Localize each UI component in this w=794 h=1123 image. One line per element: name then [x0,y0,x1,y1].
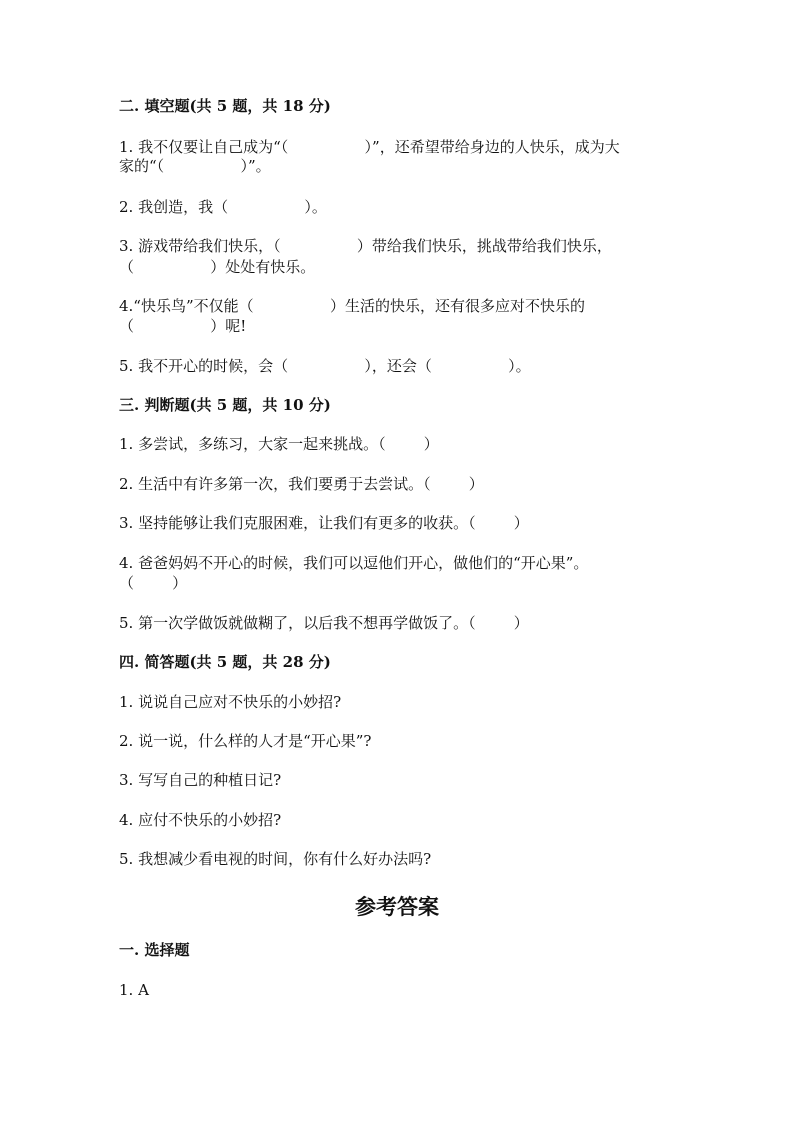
judge-question-1: 1. 多尝试，多练习，大家一起来挑战。（ ） [119,435,439,453]
fill-question-3-line-2: （ ）处处有快乐。 [119,258,316,276]
answer-1: 1. A [119,981,149,999]
judge-question-2: 2. 生活中有许多第一次，我们要勇于去尝试。（ ） [119,475,484,493]
fill-question-2: 2. 我创造，我（ ）。 [119,198,327,216]
short-section-heading: 四. 简答题(共 5 题，共 28 分) [119,653,331,671]
fill-section-heading: 二. 填空题(共 5 题，共 18 分) [119,97,331,115]
fill-question-4-line-2: （ ）呢! [119,317,247,335]
short-question-5: 5. 我想减少看电视的时间，你有什么好办法吗? [119,850,432,868]
fill-question-3-line-1: 3. 游戏带给我们快乐，（ ）带给我们快乐，挑战带给我们快乐， [119,237,612,255]
fill-question-1-line-1: 1. 我不仅要让自己成为“（ ）”，还希望带给身边的人快乐，成为大 [119,138,620,156]
judge-question-4-line-1: 4. 爸爸妈妈不开心的时候，我们可以逗他们开心，做他们的“开心果”。 [119,554,589,572]
judge-section-heading: 三. 判断题(共 5 题，共 10 分) [119,396,331,414]
answers-section-1-heading: 一. 选择题 [119,941,190,959]
answers-title: 参考答案 [355,894,439,919]
fill-question-5: 5. 我不开心的时候，会（ ），还会（ ）。 [119,357,531,375]
fill-question-1-line-2: 家的“（ ）”。 [119,157,271,175]
judge-question-4-line-2: （ ） [119,574,188,592]
short-question-3: 3. 写写自己的种植日记? [119,771,282,789]
fill-question-4-line-1: 4.“快乐鸟”不仅能（ ）生活的快乐，还有很多应对不快乐的 [119,297,585,315]
judge-question-5: 5. 第一次学做饭就做糊了，以后我不想再学做饭了。（ ） [119,614,529,632]
short-question-4: 4. 应付不快乐的小妙招? [119,811,282,829]
short-question-2: 2. 说一说，什么样的人才是“开心果”? [119,732,372,750]
judge-question-3: 3. 坚持能够让我们克服困难，让我们有更多的收获。（ ） [119,514,529,532]
short-question-1: 1. 说说自己应对不快乐的小妙招? [119,693,342,711]
